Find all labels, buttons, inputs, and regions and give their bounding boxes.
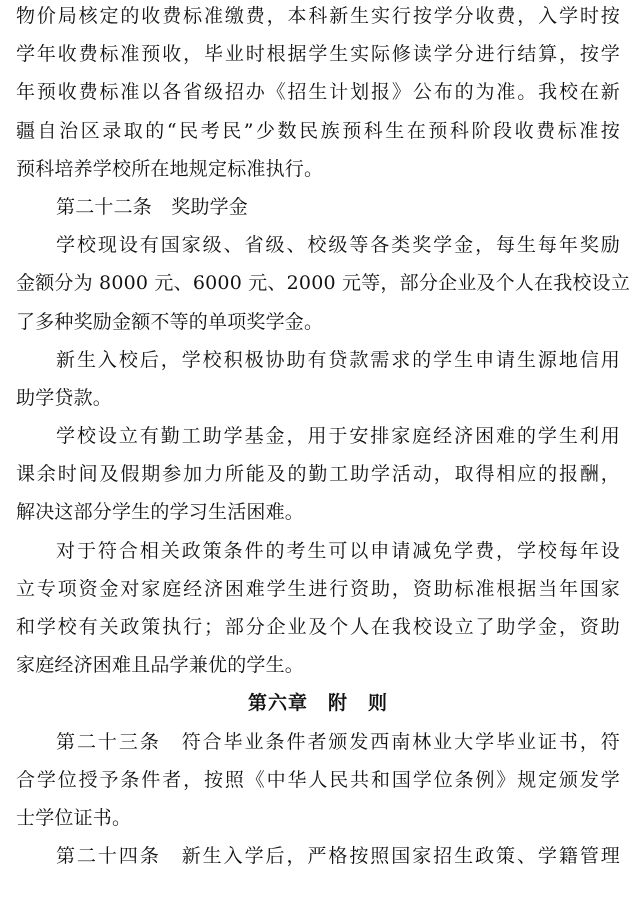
- paragraph-student-loans: [16, 341, 620, 417]
- paragraph-tuition-reduction: [16, 532, 620, 685]
- paragraph-scholarships: [16, 226, 631, 341]
- text-line: 第二十四条 新生入学后，严格按照国家招生政策、学籍管理: [56, 845, 620, 868]
- text-line: 预科培养学校所在地规定标准执行。: [16, 157, 324, 180]
- text-line: 助学贷款。: [16, 386, 113, 409]
- text-line: 课余时间及假期参加力所能及的勤工助学活动，取得相应的报酬，: [16, 463, 620, 486]
- paragraph-article-23: [16, 723, 620, 838]
- text-line: 疆自治区录取的“民考民”少数民族预科生在预科阶段收费标准按: [16, 119, 620, 142]
- document-page: [16, 0, 631, 875]
- article-title: 第二十二条 奖助学金: [56, 195, 249, 218]
- text-line: 金额分为 8000 元、6000 元、2000 元等，部分企业及个人在我校设立: [16, 272, 631, 295]
- text-line: 年预收费标准以各省级招办《招生计划报》公布的为准。我校在新: [16, 81, 620, 104]
- text-line: 解决这部分学生的学习生活困难。: [16, 501, 305, 524]
- text-line: 家庭经济困难且品学兼优的学生。: [16, 654, 305, 677]
- text-line: 士学位证书。: [16, 806, 132, 829]
- text-line: 对于符合相关政策条件的考生可以申请减免学费，学校每年设: [56, 539, 620, 562]
- paragraph-article-24: [16, 837, 620, 875]
- text-line: 新生入校后，学校积极协助有贷款需求的学生申请生源地信用: [56, 348, 620, 371]
- chapter-6-heading: [16, 684, 620, 722]
- text-line: 立专项资金对家庭经济困难学生进行资助，资助标准根据当年国家: [16, 577, 620, 600]
- text-line: 学校现设有国家级、省级、校级等各类奖学金，每生每年奖励: [56, 234, 620, 257]
- article-22-heading: [16, 188, 620, 226]
- chapter-title: 第六章 附 则: [247, 692, 388, 715]
- paragraph-work-study: [16, 417, 620, 532]
- text-line: 学年收费标准预收，毕业时根据学生实际修读学分进行结算，按学: [16, 43, 620, 66]
- text-line: 学校设立有勤工助学基金，用于安排家庭经济困难的学生利用: [56, 425, 620, 448]
- text-line: 物价局核定的收费标准缴费，本科新生实行按学分收费，入学时按: [16, 5, 620, 27]
- paragraph-fee-continuation: [16, 0, 620, 188]
- text-line: 第二十三条 符合毕业条件者颁发西南林业大学毕业证书，符: [56, 730, 620, 753]
- text-line: 合学位授予条件者，按照《中华人民共和国学位条例》规定颁发学: [16, 768, 620, 791]
- text-line: 和学校有关政策执行；部分企业及个人在我校设立了助学金，资助: [16, 616, 620, 638]
- text-line: 了多种奖励金额不等的单项奖学金。: [16, 310, 324, 333]
